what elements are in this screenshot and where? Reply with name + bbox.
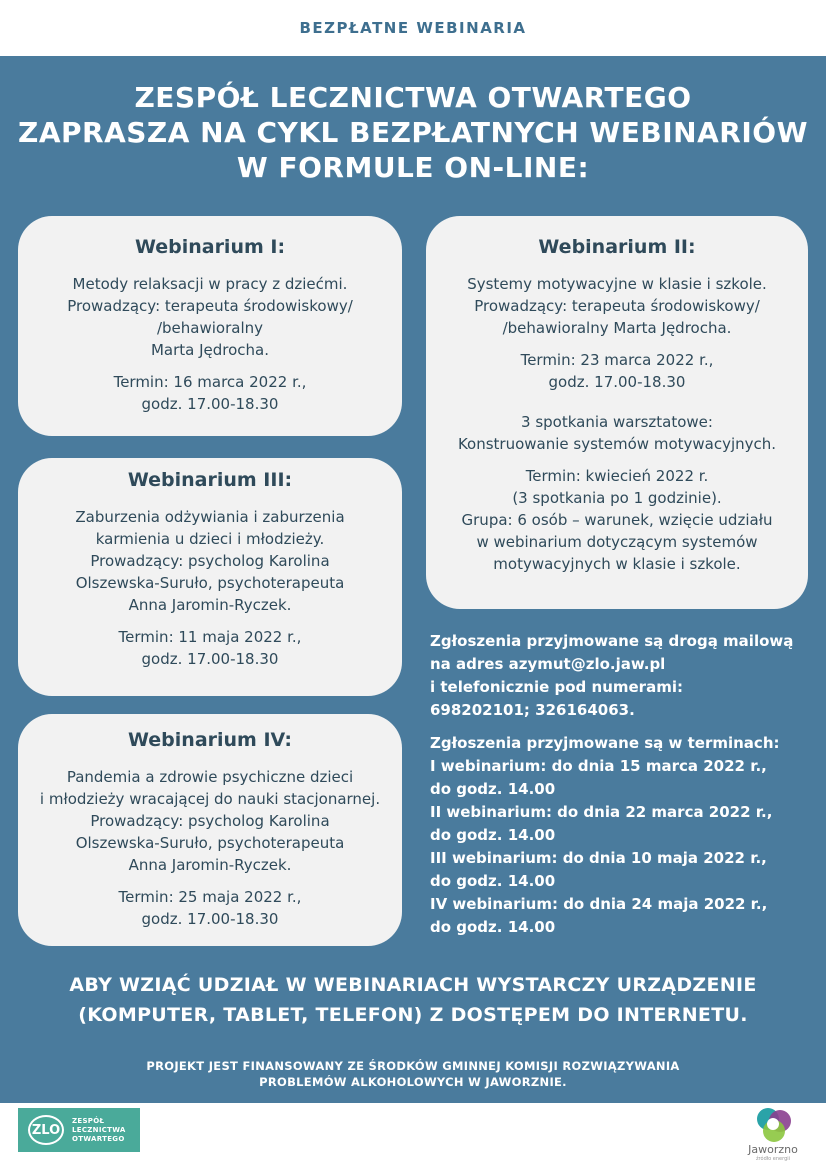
text-line: 3 spotkania warsztatowe: (521, 413, 713, 431)
text-line: Termin: 11 maja 2022 r., (118, 628, 302, 646)
text-line: godz. 17.00-18.30 (141, 395, 279, 413)
deadline-line: IV webinarium: do dnia 24 maja 2022 r., (430, 895, 768, 913)
jaworzno-logo-name: Jaworzno (748, 1143, 798, 1156)
text-line: Pandemia a zdrowie psychiczne dzieci (66, 768, 354, 786)
headline-line: ZAPRASZA NA CYKL BEZPŁATNYCH WEBINARIÓW (18, 116, 808, 149)
text-line: i telefonicznie pod numerami: (430, 678, 683, 696)
deadlines-heading: Zgłoszenia przyjmowane są w terminach: (430, 734, 780, 752)
jaworzno-logo-icon (753, 1106, 793, 1142)
text-line: w webinarium dotyczącym systemów (476, 533, 758, 551)
webinar-title: Webinarium III: (127, 469, 293, 491)
headline (0, 80, 826, 185)
text-line: /behawioralny (156, 319, 264, 337)
text-line: godz. 17.00-18.30 (141, 650, 279, 668)
deadline-line: II webinarium: do dnia 22 marca 2022 r., (430, 803, 773, 821)
webinar-card-1 (18, 216, 402, 436)
text-line: Zaburzenia odżywiania i zaburzenia (75, 508, 345, 526)
text-line: /behawioralny Marta Jędrocha. (502, 319, 732, 337)
workshop-details (426, 465, 808, 575)
cta-line: (KOMPUTER, TABLET, TELEFON) Z DOSTĘPEM DO INTERNETU. (78, 1004, 748, 1026)
top-banner (0, 0, 826, 56)
deadline-line: do godz. 14.00 (430, 780, 556, 798)
registration-contact (430, 630, 793, 722)
webinar-schedule (18, 626, 402, 670)
webinar-schedule (18, 371, 402, 415)
zlo-logo-line: ZESPÓŁ (72, 1116, 105, 1125)
text-line: Prowadzący: psycholog Karolina (90, 552, 330, 570)
text-line: Metody relaksacji w pracy z dziećmi. (72, 275, 348, 293)
text-line: Marta Jędrocha. (150, 341, 270, 359)
funding-note (0, 1058, 826, 1090)
workshop-info (426, 411, 808, 455)
text-line: Termin: 16 marca 2022 r., (113, 373, 307, 391)
zlo-logo-mark-text: ZLO (31, 1122, 61, 1138)
zlo-logo-line: LECZNICTWA (72, 1125, 126, 1134)
webinar-schedule (426, 349, 808, 393)
text-line: Grupa: 6 osób – warunek, wzięcie udziału (461, 511, 773, 529)
registration-deadlines (430, 732, 780, 939)
webinar-title: Webinarium IV: (128, 729, 292, 751)
funding-line: PROBLEMÓW ALKOHOLOWYCH W JAWORZNIE. (259, 1075, 567, 1089)
webinar-card-4 (18, 714, 402, 946)
jaworzno-logo (738, 1106, 808, 1166)
zlo-logo-text (72, 1117, 126, 1144)
phone-numbers: 698202101; 326164063. (430, 701, 635, 719)
zlo-logo (18, 1108, 140, 1152)
webinar-description (426, 273, 808, 339)
zlo-logo-line: OTWARTEGO (72, 1134, 125, 1143)
text-line: Zgłoszenia przyjmowane są drogą mailową (430, 632, 794, 650)
text-line: Termin: kwiecień 2022 r. (525, 467, 709, 485)
webinar-description (18, 273, 402, 361)
text-line: motywacyjnych w klasie i szkole. (493, 555, 741, 573)
cta-line: ABY WZIĄĆ UDZIAŁ W WEBINARIACH WYSTARCZY URZĄDZENIE (69, 974, 757, 996)
funding-line: PROJEKT JEST FINANSOWANY ZE ŚRODKÓW GMINNEJ KOMISJI ROZWIĄZYWANIA (146, 1059, 680, 1073)
webinar-description (18, 506, 402, 616)
top-banner-title: BEZPŁATNE WEBINARIA (299, 19, 527, 37)
text-line: Prowadzący: psycholog Karolina (90, 812, 330, 830)
webinar-card-3 (18, 458, 402, 696)
webinar-card-2 (426, 216, 808, 609)
call-to-action (0, 970, 826, 1030)
webinar-schedule (18, 886, 402, 930)
webinar-description (18, 766, 402, 876)
text-line: Konstruowanie systemów motywacyjnych. (457, 435, 777, 453)
text-line: Termin: 25 maja 2022 r., (118, 888, 302, 906)
text-line: i młodzieży wracającej do nauki stacjonarnej. (39, 790, 381, 808)
text-line: Olszewska-Suruło, psychoterapeuta (75, 574, 345, 592)
text-line: (3 spotkania po 1 godzinie). (512, 489, 722, 507)
deadline-line: do godz. 14.00 (430, 872, 556, 890)
text-line: Prowadzący: terapeuta środowiskowy/ (474, 297, 760, 315)
webinar-title: Webinarium I: (134, 236, 286, 258)
deadline-line: do godz. 14.00 (430, 918, 556, 936)
text-line: Termin: 23 marca 2022 r., (520, 351, 714, 369)
headline-line: W FORMULE ON-LINE: (236, 151, 590, 184)
text-line: Systemy motywacyjne w klasie i szkole. (467, 275, 767, 293)
text-line: Anna Jaromin-Ryczek. (128, 856, 292, 874)
text-line: Prowadzący: terapeuta środowiskowy/ (67, 297, 353, 315)
text-line: karmienia u dzieci i młodzieży. (95, 530, 325, 548)
deadline-line: III webinarium: do dnia 10 maja 2022 r., (430, 849, 767, 867)
text-line: godz. 17.00-18.30 (141, 910, 279, 928)
text-line: godz. 17.00-18.30 (548, 373, 686, 391)
text-line: Olszewska-Suruło, psychoterapeuta (75, 834, 345, 852)
deadline-line: do godz. 14.00 (430, 826, 556, 844)
text-line: Anna Jaromin-Ryczek. (128, 596, 292, 614)
zlo-logo-mark (28, 1115, 64, 1145)
headline-line: ZESPÓŁ LECZNICTWA OTWARTEGO (134, 81, 692, 114)
webinar-title: Webinarium II: (538, 236, 696, 258)
jaworzno-logo-tagline: źródło energii (755, 1156, 791, 1162)
email-address[interactable]: na adres azymut@zlo.jaw.pl (430, 655, 666, 673)
deadline-line: I webinarium: do dnia 15 marca 2022 r., (430, 757, 767, 775)
